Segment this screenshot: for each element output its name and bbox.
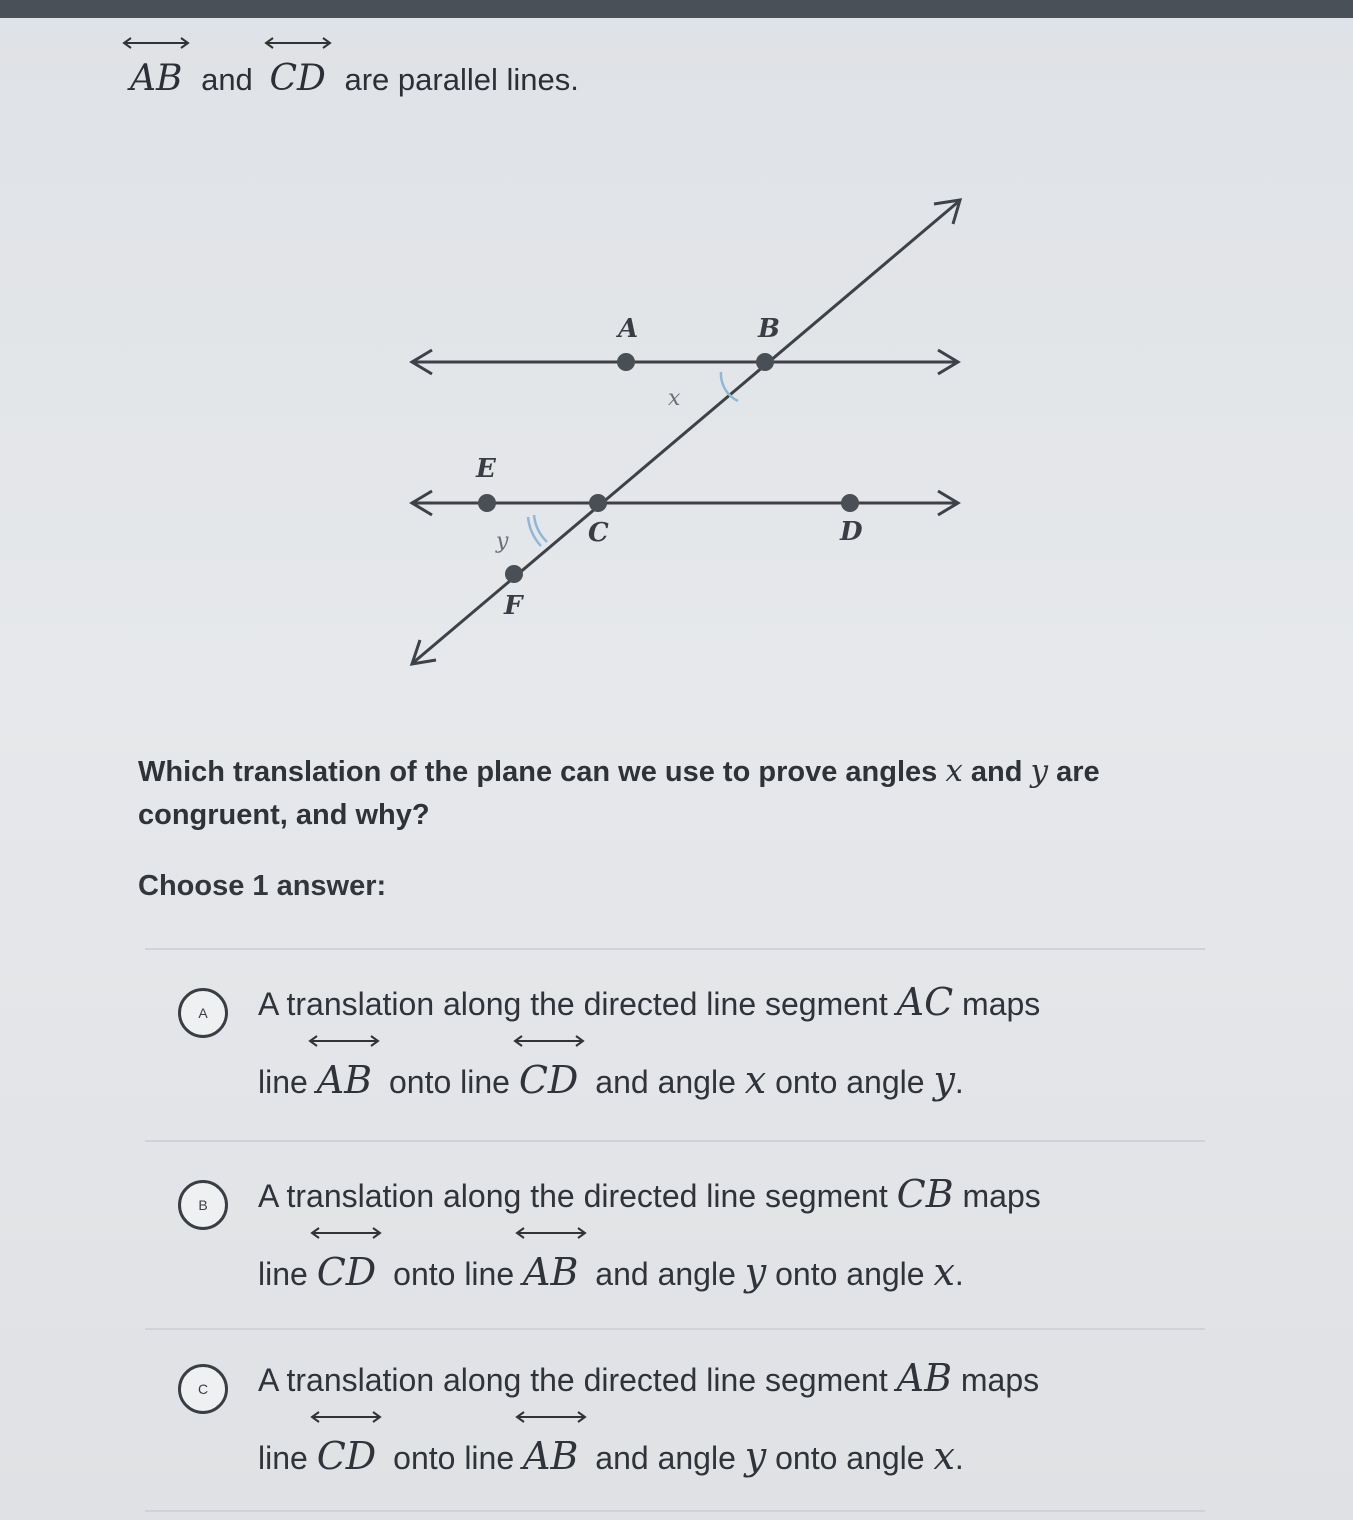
option-text: maps	[962, 1178, 1041, 1214]
line-ab-label: AB	[130, 58, 183, 99]
angle-label: y	[933, 1058, 955, 1102]
option-text: onto angle	[775, 1440, 925, 1476]
label-b: B	[758, 314, 780, 344]
point-d	[841, 494, 859, 512]
line-label: AB	[316, 1058, 373, 1102]
option-text: A translation along the directed line segment	[258, 1362, 888, 1398]
choose-label: Choose 1 answer:	[138, 870, 387, 902]
line-label: AB	[523, 1250, 579, 1294]
option-text: line	[258, 1440, 308, 1476]
option-text: onto line	[393, 1440, 515, 1476]
option-text: onto line	[393, 1256, 515, 1292]
label-f: F	[504, 591, 523, 621]
label-d: D	[840, 517, 863, 547]
line-label: CD	[316, 1434, 377, 1478]
double-arrow-icon	[514, 1410, 588, 1424]
answer-option-c[interactable]	[178, 1356, 1198, 1506]
angle-label: y	[744, 1434, 767, 1478]
answer-option-a[interactable]	[178, 980, 1198, 1130]
angle-label: x	[744, 1058, 767, 1102]
option-text: .	[954, 1064, 964, 1100]
radio-c[interactable]	[178, 1364, 228, 1414]
point-b	[756, 353, 774, 371]
line-label: CD	[518, 1058, 579, 1102]
angle-label: x	[933, 1250, 955, 1294]
label-a: A	[618, 314, 639, 344]
line-notation	[519, 1058, 579, 1102]
point-e	[478, 494, 496, 512]
label-angle-y: y	[496, 529, 509, 554]
double-arrow-icon	[307, 1034, 381, 1048]
line-notation	[523, 1250, 578, 1294]
angle-x-arc	[721, 372, 738, 401]
line-notation	[523, 1434, 578, 1478]
question-and: and	[970, 756, 1023, 788]
radio-b[interactable]	[178, 1180, 228, 1230]
option-text: onto angle	[775, 1064, 925, 1100]
line-notation	[317, 1434, 377, 1478]
label-c: C	[588, 518, 609, 548]
line-notation	[317, 1058, 372, 1102]
option-text: .	[954, 1256, 964, 1292]
segment-label: AB	[896, 1356, 952, 1400]
double-arrow-icon	[514, 1226, 588, 1240]
divider	[145, 1328, 1205, 1330]
question-part2: are congruent, and why?	[138, 756, 1100, 831]
option-text: .	[954, 1440, 964, 1476]
radio-letter-a: A	[198, 1005, 208, 1021]
double-arrow-icon	[512, 1034, 586, 1048]
option-text: A translation along the directed line segment	[258, 1178, 888, 1214]
angle-label: x	[933, 1434, 955, 1478]
segment-label: CB	[896, 1172, 954, 1216]
answer-option-b[interactable]	[178, 1172, 1198, 1322]
label-e: E	[476, 454, 496, 484]
double-arrow-icon	[309, 1226, 383, 1240]
statement-suffix: are parallel lines.	[344, 62, 579, 97]
and-word: and	[201, 62, 253, 97]
radio-letter-b: B	[198, 1197, 208, 1213]
divider	[145, 1510, 1205, 1512]
option-text: maps	[962, 986, 1041, 1022]
double-arrow-icon	[263, 36, 333, 50]
question-var-x: x	[945, 753, 963, 789]
line-label: AB	[523, 1434, 579, 1478]
divider	[145, 948, 1205, 950]
option-text: onto angle	[775, 1256, 925, 1292]
option-text: line	[258, 1256, 308, 1292]
option-text: onto line	[388, 1064, 510, 1100]
segment-label: AC	[896, 980, 954, 1024]
question-var-y: y	[1030, 753, 1049, 789]
parallel-lines-diagram	[400, 190, 980, 680]
line-ab-notation	[130, 58, 182, 99]
question-text	[138, 750, 1198, 837]
option-text: maps	[960, 1362, 1040, 1398]
label-angle-x: x	[668, 386, 681, 411]
line-cd-notation	[269, 58, 325, 99]
option-text: line	[258, 1064, 308, 1100]
option-text: and angle	[595, 1440, 736, 1476]
line-cd-label: CD	[269, 58, 326, 99]
point-f	[505, 565, 523, 583]
angle-label: y	[744, 1250, 767, 1294]
point-c	[589, 494, 607, 512]
transversal-line	[414, 202, 958, 662]
divider	[145, 1140, 1205, 1142]
line-label: CD	[316, 1250, 377, 1294]
question-part1: Which translation of the plane can we use to prove angles	[138, 756, 938, 788]
radio-a[interactable]	[178, 988, 228, 1038]
double-arrow-icon	[121, 36, 191, 50]
line-notation	[317, 1250, 377, 1294]
option-text: and angle	[595, 1256, 736, 1292]
double-arrow-icon	[309, 1410, 383, 1424]
diagram-lines	[412, 200, 960, 664]
radio-letter-c: C	[197, 1381, 209, 1397]
option-text: A translation along the directed line segment	[258, 986, 888, 1022]
option-text: and angle	[595, 1064, 736, 1100]
problem-statement	[130, 58, 579, 99]
point-a	[617, 353, 635, 371]
top-bar	[0, 0, 1353, 18]
